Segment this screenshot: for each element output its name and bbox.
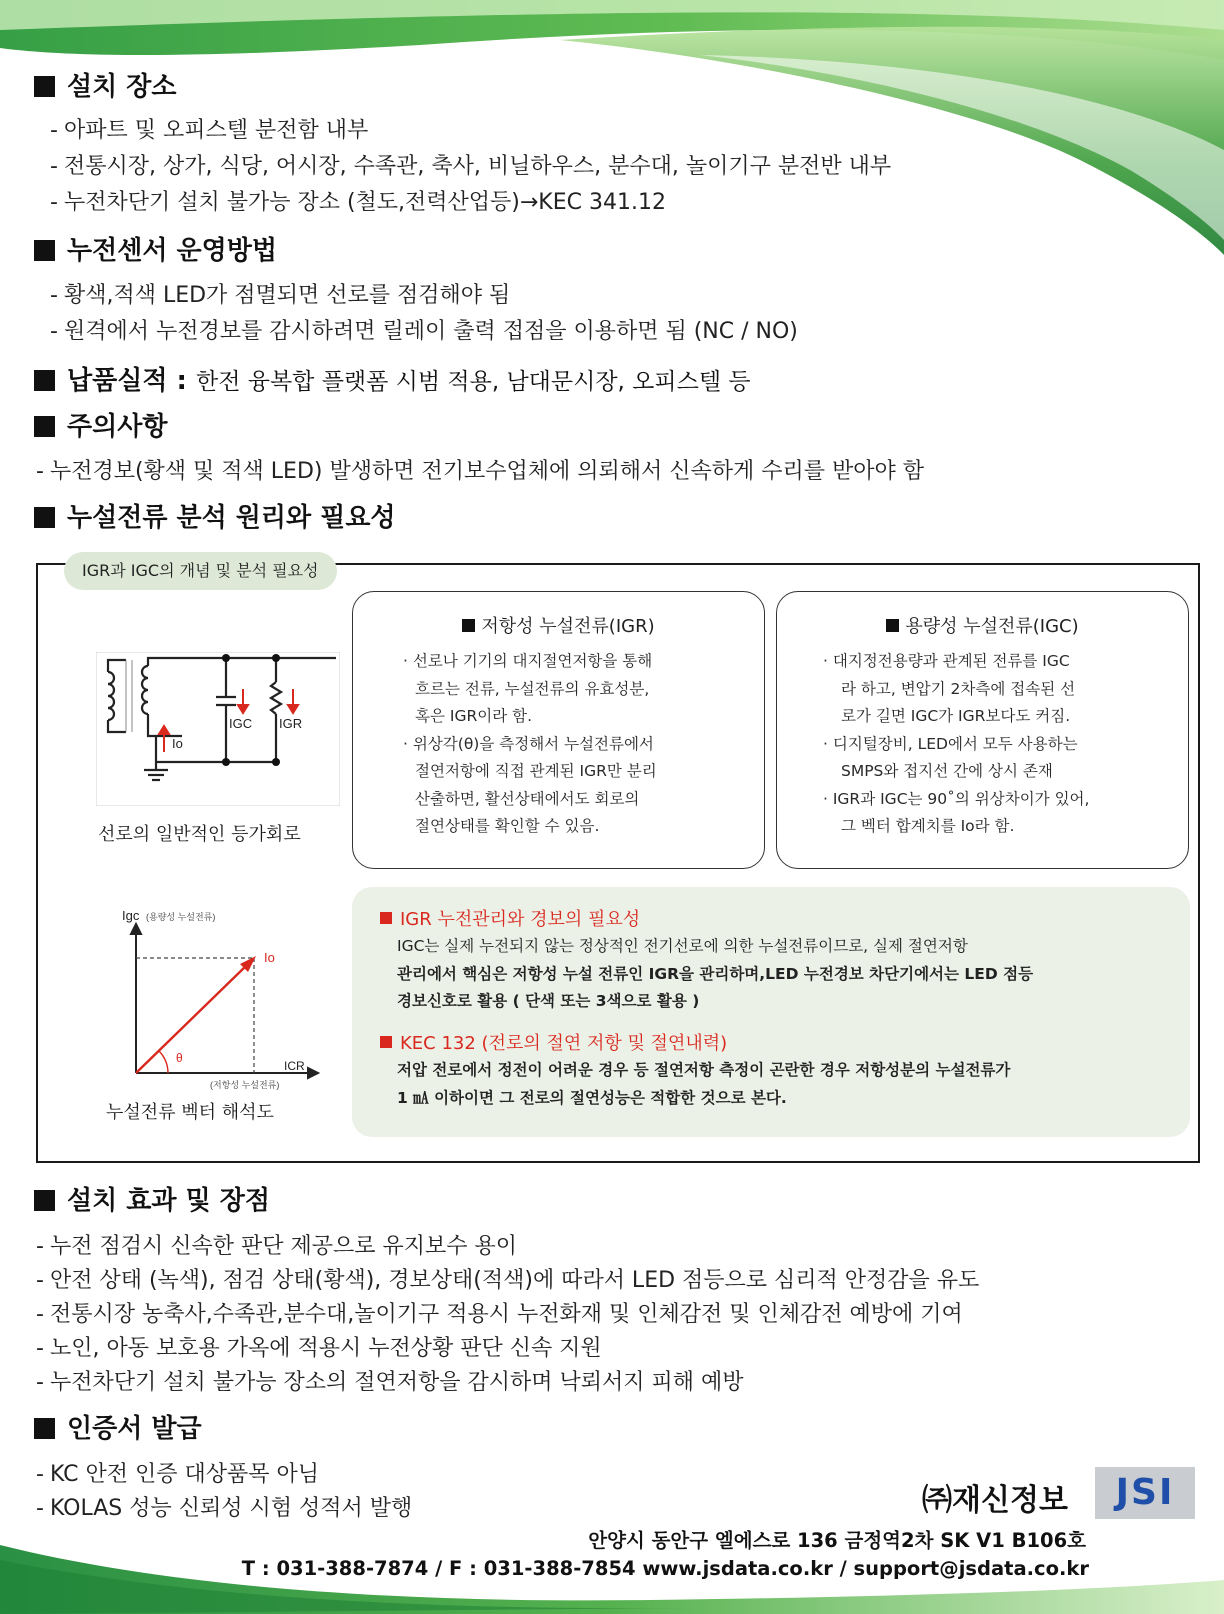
section-title-operation: 누전센서 운영방법 — [34, 230, 277, 267]
note-paragraph-kec: 저압 전로에서 정전이 어려운 경우 등 절연저항 측정이 곤란한 경우 저항성분의 누설전류가 1 ㎃ 이하이면 그 전로의 절연성능은 적합한 것으로 본다. — [397, 1061, 1011, 1107]
igr-card-title: 저항성 누설전류(IGR) — [353, 612, 764, 638]
square-bullet-icon — [34, 416, 55, 437]
leakage-vector-diagram — [116, 908, 326, 1098]
list-item: - 누전경보(황색 및 적색 LED) 발생하면 전기보수업체에 의뢰해서 신속하게 수리를 받아야 함 — [36, 459, 924, 484]
company-contact: T : 031-388-7874 / F : 031-388-7854 www.jsdata.co.kr / support@jsdata.co.kr — [241, 1557, 1089, 1580]
section-title-caution: 주의사항 — [34, 406, 167, 443]
square-bullet-icon — [462, 619, 475, 632]
list-item: - 누전차단기 설치 불가능 장소의 절연저항을 감시하며 낙뢰서지 피해 예방 — [36, 1370, 744, 1395]
square-bullet-icon — [34, 76, 55, 97]
square-bullet-icon — [34, 1418, 55, 1439]
section-title-effects: 설치 효과 및 장점 — [34, 1180, 270, 1217]
io-label: Io — [172, 736, 183, 751]
igc-label: IGC — [229, 716, 253, 731]
igc-card — [776, 591, 1189, 869]
y-axis-sublabel: (용량성 누설전류) — [146, 912, 216, 922]
square-bullet-icon — [34, 370, 55, 391]
section-title-install-location: 설치 장소 — [34, 66, 177, 103]
square-bullet-icon — [380, 912, 392, 924]
list-item: - 아파트 및 오피스텔 분전함 내부 — [50, 118, 369, 143]
company-logo — [1095, 1467, 1195, 1519]
list-item: - 원격에서 누전경보를 감시하려면 릴레이 출력 접점을 이용하면 됨 (NC / NO) — [50, 319, 798, 344]
section-title-delivery: 납품실적 : 한전 융복합 플랫폼 시범 적용, 남대문시장, 오피스텔 등 — [34, 360, 751, 397]
list-item: - 누전차단기 설치 불가능 장소 (철도,전력산업등)→KEC 341.12 — [50, 190, 666, 215]
io-vector-label: Io — [264, 950, 275, 965]
equivalent-circuit-diagram — [96, 652, 340, 806]
note-heading-kec: KEC 132 (전로의 절연 저항 및 절연내력) — [380, 1029, 727, 1055]
circuit-caption: 선로의 일반적인 등가회로 — [98, 824, 301, 845]
list-item: - KC 안전 인증 대상품목 아님 — [36, 1462, 320, 1487]
list-item: - 전통시장, 상가, 식당, 어시장, 수족관, 축사, 비닐하우스, 분수대, 놀이기구 분전반 내부 — [50, 154, 892, 179]
x-axis-label: ICR — [284, 1059, 305, 1073]
igr-card — [352, 591, 765, 869]
section-title-certificate: 인증서 발급 — [34, 1408, 202, 1445]
square-bullet-icon — [34, 1190, 55, 1211]
logo-text: JSI — [1115, 1472, 1175, 1513]
list-item: - 전통시장 농축사,수족관,분수대,놀이기구 적용시 누전화재 및 인체감전 및 인체감전 예방에 기여 — [36, 1302, 963, 1327]
list-item: - 안전 상태 (녹색), 점검 상태(황색), 경보상태(적색)에 따라서 LED 점등으로 심리적 안정감을 유도 — [36, 1268, 980, 1293]
square-bullet-icon — [34, 507, 55, 528]
square-bullet-icon — [34, 240, 55, 261]
list-item: - KOLAS 성능 신뢰성 시험 성적서 발행 — [36, 1496, 413, 1521]
company-address: 안양시 동안구 엘에스로 136 금정역2차 SK V1 B106호 — [588, 1529, 1086, 1552]
theta-label: θ — [176, 1051, 183, 1065]
note-heading-igr: IGR 누전관리와 경보의 필요성 — [380, 905, 640, 931]
y-axis-label: Igc — [122, 908, 140, 923]
list-item: - 노인, 아동 보호용 가옥에 적용시 누전상황 판단 신속 지원 — [36, 1336, 602, 1361]
igc-card-title: 용량성 누설전류(IGC) — [777, 612, 1188, 638]
square-bullet-icon — [380, 1036, 392, 1048]
list-item: - 누전 점검시 신속한 판단 제공으로 유지보수 용이 — [36, 1234, 517, 1259]
section-title-analysis: 누설전류 분석 원리와 필요성 — [34, 497, 396, 534]
square-bullet-icon — [886, 619, 899, 632]
list-item: - 황색,적색 LED가 점멸되면 선로를 점검해야 됨 — [50, 283, 511, 308]
igc-card-body: · 대지정전용량과 관계된 전류를 IGC 라 하고, 변압기 2차측에 접속된 선 로가 길면 IGC가 IGR보다도 커짐. · 디지털장비, LED에서 모두 사용하는 SMPS와 접지선 간에 상시 존재 · IGR과 IGC는 90˚의 위상차이가 있어, 그 벡터 합계치를 Io라 함. — [823, 652, 1090, 835]
igr-label: IGR — [279, 716, 303, 731]
igr-card-body: · 선로나 기기의 대지절연저항을 통해 흐르는 전류, 누설전류의 유효성분, 혹은 IGR이라 함. · 위상각(θ)을 측정해서 누설전류에서 절연저항에 직접 관계된 IGR만 분리 산출하면, 활선상태에서도 회로의 절연상태를 확인할 수 있음. — [403, 652, 657, 835]
analysis-tag: IGR과 IGC의 개념 및 분석 필요성 — [64, 552, 337, 590]
note-paragraph-igr: IGC는 실제 누전되지 않는 정상적인 전기선로에 의한 누설전류이므로, 실제 절연저항 관리에서 핵심은 저항성 누설 전류인 IGR을 관리하며,LED 누전경보 차단기에서는 LED 점등 경보신호로 활용 ( 단색 또는 3색으로 활용 ) — [397, 937, 1034, 1010]
company-name: ㈜재신정보 — [922, 1483, 1068, 1518]
igr-management-note — [352, 887, 1190, 1137]
vector-caption: 누설전류 벡터 해석도 — [106, 1102, 274, 1123]
x-axis-sublabel: (저항성 누설전류) — [210, 1080, 280, 1090]
